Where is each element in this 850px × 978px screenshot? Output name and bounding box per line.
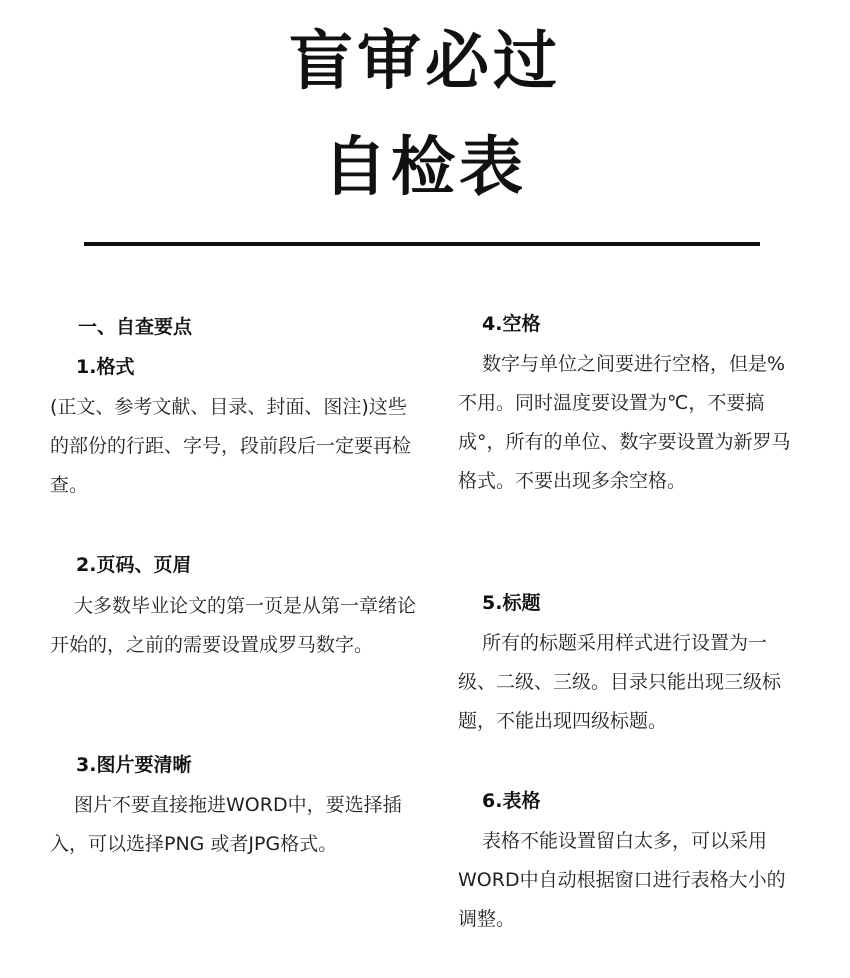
item-heading-spacing: 4.空格 <box>482 313 541 335</box>
title-divider <box>84 242 760 246</box>
item-body-tables: 表格不能设置留白太多，可以采用WORD中自动根据窗口进行表格大小的调整。 <box>458 830 786 930</box>
item-body-titles: 所有的标题采用样式进行设置为一级、二级、三级。目录只能出现三级标题，不能出现四级标题。 <box>458 632 782 732</box>
item-body-format: (正文、参考文献、目录、封面、图注)这些的部份的行距、字号，段前段后一定要再检查。 <box>50 396 412 496</box>
item-body-page-number: 大多数毕业论文的第一页是从第一章绪论开始的，之前的需要设置成罗马数字。 <box>50 595 417 656</box>
item-body-spacing: 数字与单位之间要进行空格，但是%不用。同时温度要设置为℃，不要搞成°，所有的单位、数字要设置为新罗马格式。不要出现多余空格。 <box>458 353 791 492</box>
page-title-line-1: 盲审必过 <box>289 25 561 99</box>
page-title-line-2: 自检表 <box>323 131 527 205</box>
item-heading-page-number: 2.页码、页眉 <box>76 554 192 576</box>
item-heading-images: 3.图片要清晰 <box>76 754 192 776</box>
item-body-images: 图片不要直接拖进WORD中，要选择插入，可以选择PNG 或者JPG格式。 <box>50 794 402 855</box>
item-heading-titles: 5.标题 <box>482 592 541 614</box>
item-heading-tables: 6.表格 <box>482 790 541 812</box>
item-heading-format: 1.格式 <box>76 356 135 378</box>
section-heading: 一、自查要点 <box>78 316 193 338</box>
